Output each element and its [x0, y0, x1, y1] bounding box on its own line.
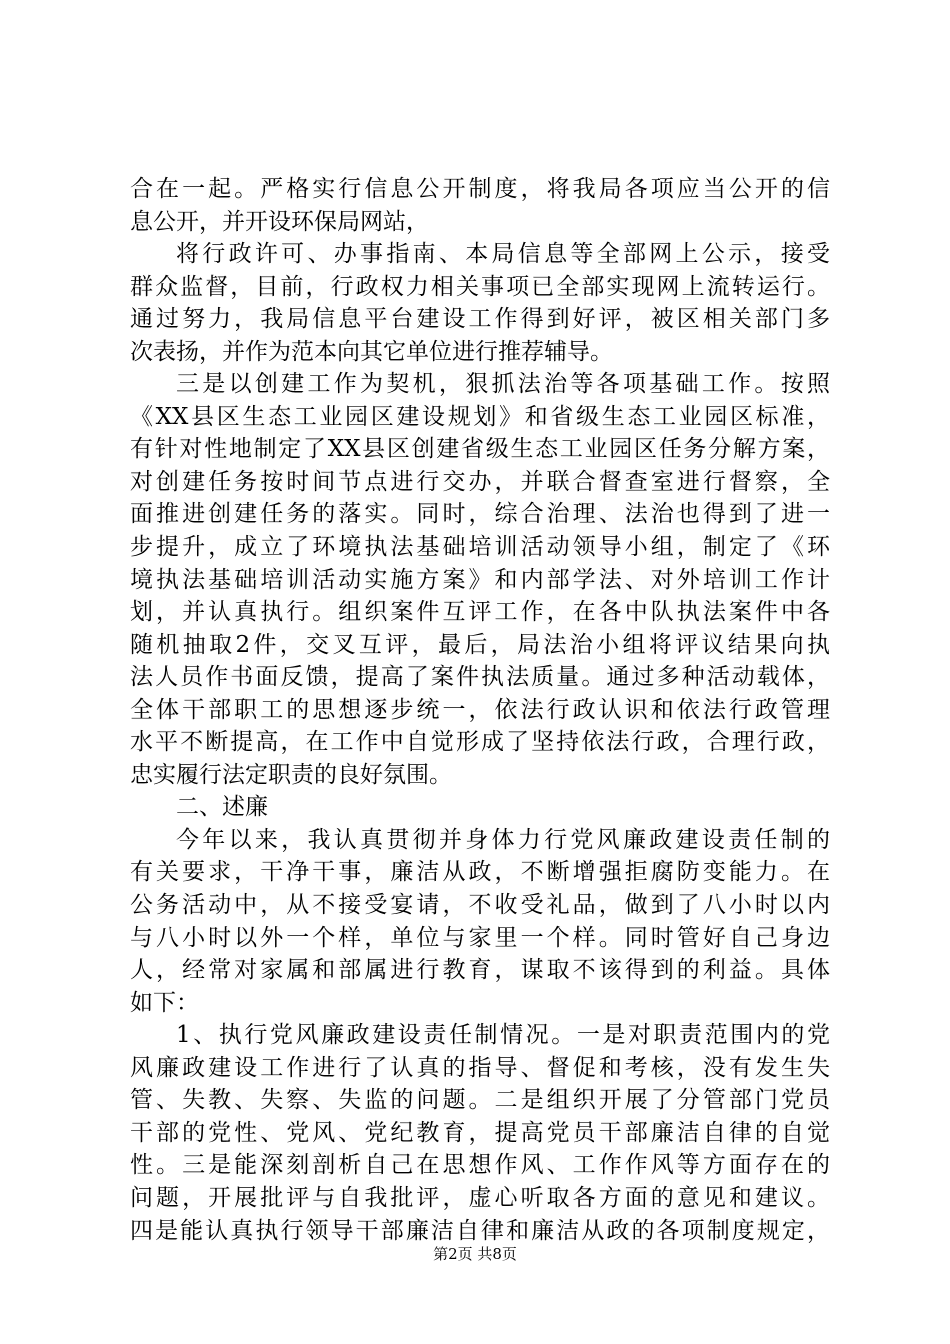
text-line: 今年以来，我认真贯彻并身体力行党风廉政建设责任制的 [176, 826, 830, 853]
text-line: 息公开，并开设环保局网站， [130, 208, 429, 235]
page-footer: 第2页 共8页 [433, 1245, 517, 1263]
text-line: 公务活动中，从不接受宴请，不收受礼品，做到了八小时以内 [130, 892, 830, 919]
text-line: 全体干部职工的思想逐步统一，依法行政认识和依法行政管理 [130, 696, 830, 723]
text-line: 人，经常对家属和部属进行教育，谋取不该得到的利益。具体 [130, 957, 830, 984]
text-line: 步提升，成立了环境执法基础培训活动领导小组，制定了《环 [130, 534, 830, 561]
text-line: 合在一起。严格实行信息公开制度，将我局各项应当公开的信 [130, 176, 830, 202]
text-line: 面推进创建任务的落实。同时，综合治理、法治也得到了进一 [130, 501, 830, 528]
text-line: 如下： [130, 989, 199, 1016]
text-line: 境执法基础培训活动实施方案》和内部学法、对外培训工作计 [130, 566, 830, 593]
text-line: 划，并认真执行。组织案件互评工作，在各中队执法案件中各 [130, 599, 830, 626]
text-line: 性。三是能深刻剖析自己在思想作风、工作作风等方面存在的 [130, 1152, 830, 1179]
text-line: 三是以创建工作为契机，狠抓法治等各项基础工作。按照 [176, 371, 830, 398]
text-line: 有关要求，干净干事，廉洁从政，不断增强拒腐防变能力。在 [130, 859, 830, 886]
document-body [130, 173, 830, 1247]
text-line: 《XX县区生态工业园区建设规划》和省级生态工业园区标准， [130, 403, 830, 430]
text-line: 干部的党性、党风、党纪教育，提高党员干部廉洁自律的自觉 [130, 1119, 830, 1146]
text-line: 水平不断提高，在工作中自觉形成了坚持依法行政，合理行政， [130, 729, 830, 756]
text-line: 随机抽取2件，交叉互评，最后，局法治小组将评议结果向执 [130, 631, 830, 658]
text-line: 法人员作书面反馈，提高了案件执法质量。通过多种活动载体， [130, 664, 830, 691]
text-line: 通过努力，我局信息平台建设工作得到好评，被区相关部门多 [130, 306, 830, 333]
text-line: 有针对性地制定了XX县区创建省级生态工业园区任务分解方案， [130, 436, 830, 463]
text-line: 与八小时以外一个样，单位与家里一个样。同时管好自己身边 [130, 924, 830, 951]
text-line: 次表扬，并作为范本向其它单位进行推荐辅导。 [130, 338, 613, 365]
text-line: 四是能认真执行领导干部廉洁自律和廉洁从政的各项制度规定， [130, 1217, 830, 1244]
text-line: 将行政许可、办事指南、本局信息等全部网上公示，接受 [176, 241, 830, 268]
text-line: 管、失教、失察、失监的问题。二是组织开展了分管部门党员 [130, 1087, 830, 1114]
text-line: 忠实履行法定职责的良好氛围。 [130, 761, 452, 788]
text-line: 风廉政建设工作进行了认真的指导、督促和考核，没有发生失 [130, 1054, 830, 1081]
text-line: 1、执行党风廉政建设责任制情况。一是对职责范围内的党 [176, 1022, 830, 1049]
text-line: 对创建任务按时间节点进行交办，并联合督查室进行督察，全 [130, 468, 830, 495]
text-line: 群众监督，目前，行政权力相关事项已全部实现网上流转运行。 [130, 273, 830, 300]
text-line: 问题，开展批评与自我批评，虚心听取各方面的意见和建议。 [130, 1184, 830, 1211]
text-line: 二、述廉 [176, 794, 268, 821]
